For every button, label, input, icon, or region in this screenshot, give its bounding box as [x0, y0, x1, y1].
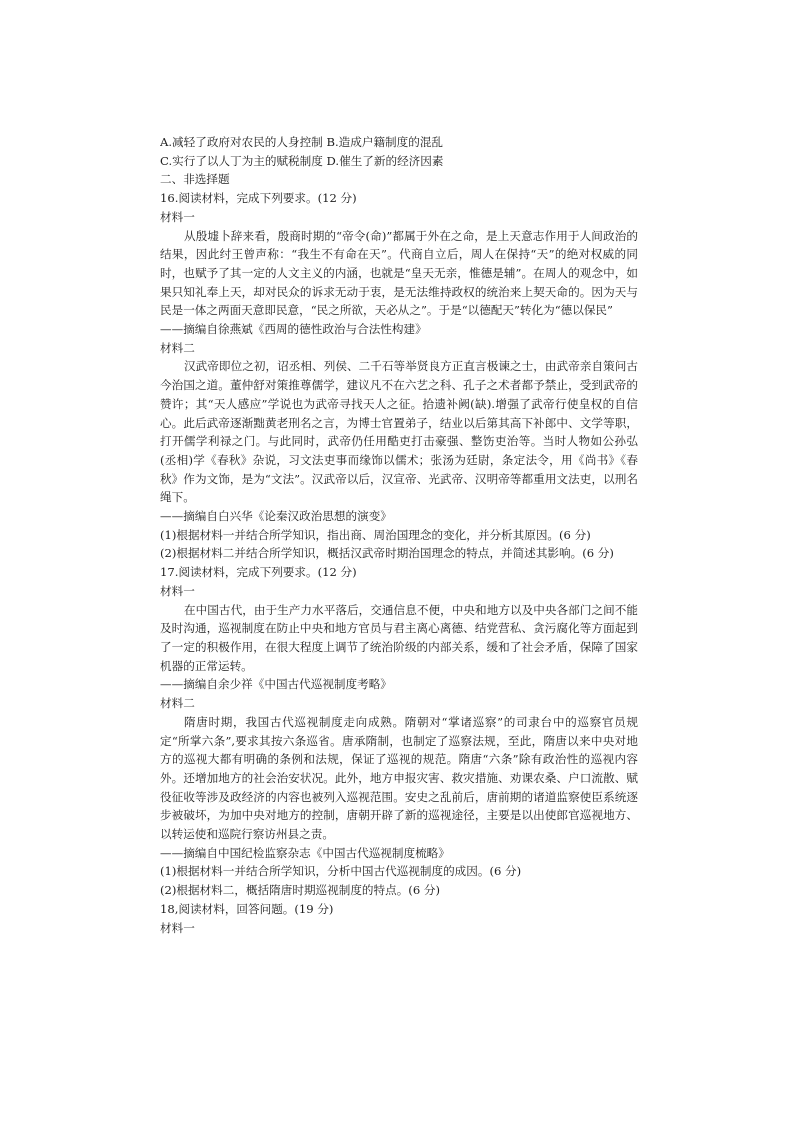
q16-material2-source: ——摘编自白兴华《论秦汉政治思想的演变》 — [160, 509, 392, 524]
q16-material1-text: 从殷墟卜辞来看，殷商时期的“帝令(命)”都属于外在之命，是上天意志作用于人间政治的结果，因此纣王曾声称：“我生不有命在天”。代商自立后，周人在保持“天”的绝对权威的同时，也赋予了其一定的人文主义的内涵，也就是“皇天无亲，惟德是辅”。在周人的观念中，如果只知礼奉上天，却对民众的诉求无动于衷，是无法维持政权的统治来上契天命的。因为天与民是一体之两面天意即民意，“民之所欲，天必从之”。于是“以德配天”转化为“德以保民” — [160, 228, 638, 318]
q17-subquestion-2: (2)根据材料二，概括隋唐时期巡视制度的特点。(6 分) — [160, 883, 441, 898]
q16-material2-label: 材料二 — [160, 340, 195, 355]
q16-subquestion-1: (1)根据材料一并结合所学知识，指出商、周治国理念的变化，并分析其原因。(6 分) — [160, 527, 591, 542]
q16-material1-label: 材料一 — [160, 209, 195, 224]
q17-material2-label: 材料二 — [160, 696, 195, 711]
q17-material1-text: 在中国古代，由于生产力水平落后，交通信息不便，中央和地方以及中央各部门之间不能及时沟通，巡视制度在防止中央和地方官员与君主离心离德、结党营私、贪污腐化等方面起到了一定的积极作用，在很大程度上调节了统治阶级的内部关系，缓和了社会矛盾，保障了国家机器的正常运转。 — [160, 602, 638, 673]
q18-material1-label: 材料一 — [160, 920, 195, 935]
q15-option-line-1: A.减轻了政府对农民的人身控制 B.造成户籍制度的混乱 — [160, 135, 444, 149]
q17-material1-source: ——摘编自余少祥《中国古代巡视制度考略》 — [160, 677, 392, 692]
section-title: 二、非选择题 — [160, 172, 230, 187]
q16-subquestion-2: (2)根据材料二并结合所学知识，概括汉武帝时期治国理念的特点，并简述其影响。(6 分) — [160, 546, 614, 561]
q18-title: 18,阅读材料，回答问题。(19 分) — [160, 901, 334, 916]
q17-material1-label: 材料一 — [160, 583, 195, 598]
q16-title: 16.阅读材料，完成下列要求。(12 分) — [160, 191, 357, 206]
q16-material1-source: ——摘编自徐燕斌《西周的德性政治与合法性构建》 — [160, 322, 427, 337]
q16-material2-text: 汉武帝即位之初，诏丞相、列侯、二千石等举贤良方正直言极谏之士，由武帝亲自策问古今治国之道。董仲舒对策推尊儒学，建议凡不在六艺之科、孔子之术者都予禁止，受到武帝的赞许；其“天人感应”学说也为武帝寻找天人之征。拾遗补阙(缺).增强了武帝行使皇权的自信心。此后武帝逐渐黜黄老刑名之言，为博士官置弟子，结业以后第其高下补郎中、文学等职，打开儒学利禄之门。与此同时，武帝仍任用酷吏打击豪强、整饬吏治等。当时人物如公孙弘(丞相)学《春秋》杂说，习文法吏事而缘饰以儒术；张汤为廷尉，条定法令，用《尚书》《春秋》作为文饰，是为“文法”。汉武帝以后，汉宣帝、光武帝、汉明帝等都重用文法吏，以刑名绳下。 — [160, 359, 638, 505]
q17-title: 17.阅读材料，完成下列要求。(12 分) — [160, 565, 357, 580]
q15-option-line-2: C.实行了以人丁为主的赋税制度 D.催生了新的经济因素 — [160, 153, 444, 168]
q17-subquestion-1: (1)根据材料一并结合所学知识，分析中国古代巡视制度的成因。(6 分) — [160, 864, 522, 879]
page-content — [160, 133, 638, 937]
q17-material2-text: 隋唐时期，我国古代巡视制度走向成熟。隋朝对“掌诸巡察”的司隶台中的巡察官员规定“所掌六条”,要求其按六条巡省。唐承隋制，也制定了巡察法规，至此，隋唐以来中央对地方的巡视大都有明确的条例和法规，保证了巡视的规范。隋唐“六条”除有政治性的巡视内容外。还增加地方的社会治安状况。此外，地方申报灾害、救灾措施、劝课农桑、户口流散、赋役征收等涉及政经济的内容也被列入巡视范围。安史之乱前后，唐前期的诸道监察使臣系统逐步被破坏，为加中央对地方的控制，唐朝开辟了新的巡视途径，主要是以出使郎官巡视地方、以转运使和巡院行察访州县之责。 — [160, 714, 638, 842]
q17-material2-source: ——摘编自中国纪检监察杂志《中国古代巡视制度梳略》 — [160, 845, 450, 860]
